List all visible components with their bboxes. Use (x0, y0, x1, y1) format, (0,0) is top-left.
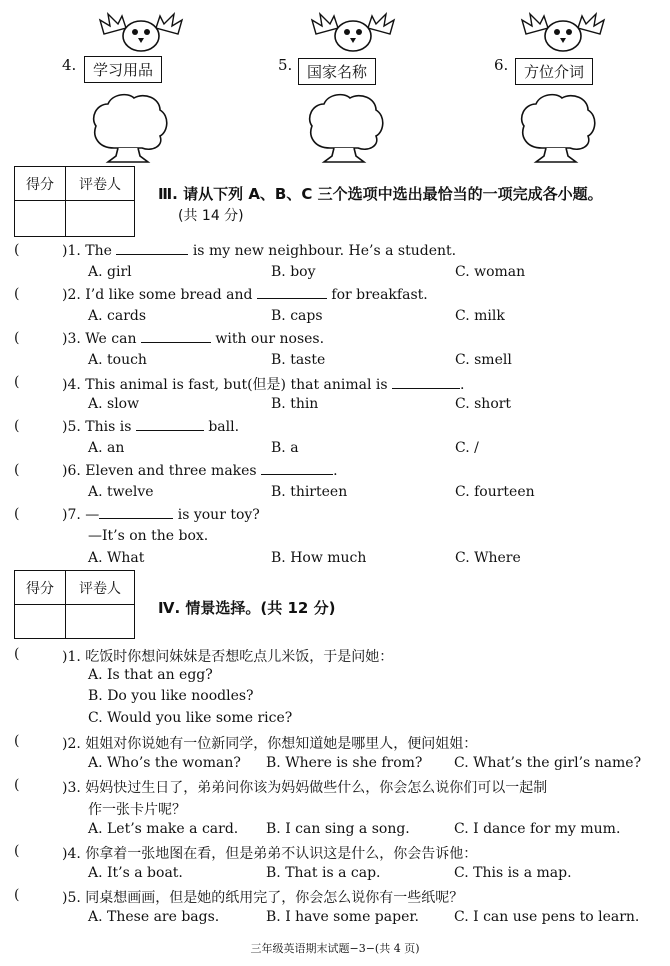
option[interactable]: A. Who’s the woman? (88, 755, 241, 771)
option[interactable]: B. Do you like noodles? (88, 688, 254, 704)
bird-icon (310, 12, 396, 54)
question-text: )7. — is your toy? (62, 507, 260, 523)
option[interactable]: B. taste (271, 352, 326, 368)
option[interactable]: C. short (455, 396, 512, 412)
option[interactable]: B. boy (271, 264, 316, 280)
question-text: )5. 同桌想画画，但是她的纸用完了，你会怎么说你有一些纸呢？ (62, 890, 464, 906)
category-number: 4. (62, 56, 77, 74)
answer-paren[interactable]: ( (14, 286, 20, 302)
answer-paren[interactable]: ( (14, 887, 20, 903)
option[interactable]: B. I can sing a song. (266, 821, 410, 837)
answer-paren[interactable]: ( (14, 777, 20, 793)
category-number: 6. (494, 56, 509, 74)
answer-paren[interactable]: ( (14, 418, 20, 434)
option[interactable]: B. I have some paper. (266, 909, 419, 925)
answer-paren[interactable]: ( (14, 242, 20, 258)
option[interactable]: A. slow (88, 396, 140, 412)
option[interactable]: C. milk (455, 308, 505, 324)
answer-blank[interactable] (116, 242, 188, 255)
score-cell[interactable] (15, 201, 66, 237)
question-text: )4. 你拿着一张地图在看，但是弟弟不认识这是什么，你会告诉他： (62, 846, 478, 862)
question-text: )3. We can with our noses. (62, 331, 325, 347)
score-cell[interactable] (15, 605, 66, 639)
section3-points: (共 14 分) (178, 208, 244, 224)
question-text-line2: —It’s on the box. (88, 528, 209, 544)
answer-blank[interactable] (136, 418, 204, 431)
answer-blank[interactable] (392, 376, 460, 389)
option[interactable]: C. Where (455, 550, 521, 566)
question-text: )2. I’d like some bread and for breakfast. (62, 287, 428, 303)
option[interactable]: A. It’s a boat. (88, 865, 183, 881)
answer-paren[interactable]: ( (14, 462, 20, 478)
option[interactable]: C. smell (455, 352, 512, 368)
option[interactable]: B. Where is she from? (266, 755, 423, 771)
answer-blank[interactable] (141, 330, 211, 343)
option[interactable]: C. This is a map. (454, 865, 572, 881)
bird-icon (520, 12, 606, 54)
tree-icon (304, 92, 386, 166)
grader-cell[interactable] (66, 201, 135, 237)
category-number: 5. (278, 56, 293, 74)
option[interactable]: C. I dance for my mum. (454, 821, 621, 837)
grader-header: 评卷人 (66, 571, 135, 605)
option[interactable]: C. What’s the girl’s name? (454, 755, 642, 771)
answer-blank[interactable] (257, 286, 327, 299)
answer-paren[interactable]: ( (14, 374, 20, 390)
option[interactable]: A. Let’s make a card. (88, 821, 239, 837)
option[interactable]: A. What (88, 550, 145, 566)
question-text: )2. 姐姐对你说她有一位新同学，你想知道她是哪里人，便问姐姐： (62, 736, 478, 752)
option[interactable]: B. thin (271, 396, 319, 412)
option[interactable]: A. touch (88, 352, 147, 368)
page-footer: 三年级英语期末试题−3−(共 4 页) (250, 942, 420, 955)
answer-blank[interactable] (99, 506, 173, 519)
option[interactable]: B. caps (271, 308, 323, 324)
option[interactable]: C. woman (455, 264, 526, 280)
answer-blank[interactable] (261, 462, 333, 475)
option[interactable]: A. twelve (88, 484, 154, 500)
score-header: 得分 (15, 167, 66, 201)
option[interactable]: B. That is a cap. (266, 865, 381, 881)
answer-paren[interactable]: ( (14, 506, 20, 522)
question-text: )5. This is ball. (62, 419, 240, 435)
section3-title: Ⅲ. 请从下列 A、B、C 三个选项中选出最恰当的一项完成各小题。 (158, 185, 603, 203)
option[interactable]: B. How much (271, 550, 367, 566)
category-label: 国家名称 (298, 58, 376, 85)
answer-paren[interactable]: ( (14, 646, 20, 662)
question-text: )3. 妈妈快过生日了，弟弟问你该为妈妈做些什么，你会怎么说你们可以一起制 (62, 780, 548, 796)
question-text-line2: 作一张卡片呢？ (88, 802, 186, 818)
question-text: )1. The is my new neighbour. He’s a student. (62, 243, 457, 259)
option[interactable]: A. These are bags. (88, 909, 220, 925)
option[interactable]: C. / (455, 440, 479, 456)
section4-title: Ⅳ. 情景选择。(共 12 分) (158, 599, 336, 617)
question-text: )1. 吃饭时你想问妹妹是否想吃点儿米饭，于是问她： (62, 649, 394, 665)
answer-paren[interactable]: ( (14, 733, 20, 749)
score-table (14, 166, 135, 237)
tree-icon (516, 92, 598, 166)
score-table (14, 570, 135, 639)
option[interactable]: A. Is that an egg? (88, 667, 213, 683)
answer-paren[interactable]: ( (14, 330, 20, 346)
bird-icon (98, 12, 184, 54)
option[interactable]: A. cards (88, 308, 147, 324)
tree-icon (88, 92, 170, 166)
category-label: 学习用品 (84, 56, 162, 83)
score-header: 得分 (15, 571, 66, 605)
category-label: 方位介词 (515, 58, 593, 85)
question-text: )6. Eleven and three makes . (62, 463, 338, 479)
answer-paren[interactable]: ( (14, 843, 20, 859)
question-text: )4. This animal is fast, but(但是) that animal is . (62, 377, 465, 393)
option[interactable]: A. girl (88, 264, 132, 280)
option[interactable]: B. thirteen (271, 484, 348, 500)
option[interactable]: A. an (88, 440, 125, 456)
grader-header: 评卷人 (66, 167, 135, 201)
option[interactable]: B. a (271, 440, 299, 456)
option[interactable]: C. Would you like some rice? (88, 710, 293, 726)
option[interactable]: C. fourteen (455, 484, 535, 500)
option[interactable]: C. I can use pens to learn. (454, 909, 640, 925)
grader-cell[interactable] (66, 605, 135, 639)
